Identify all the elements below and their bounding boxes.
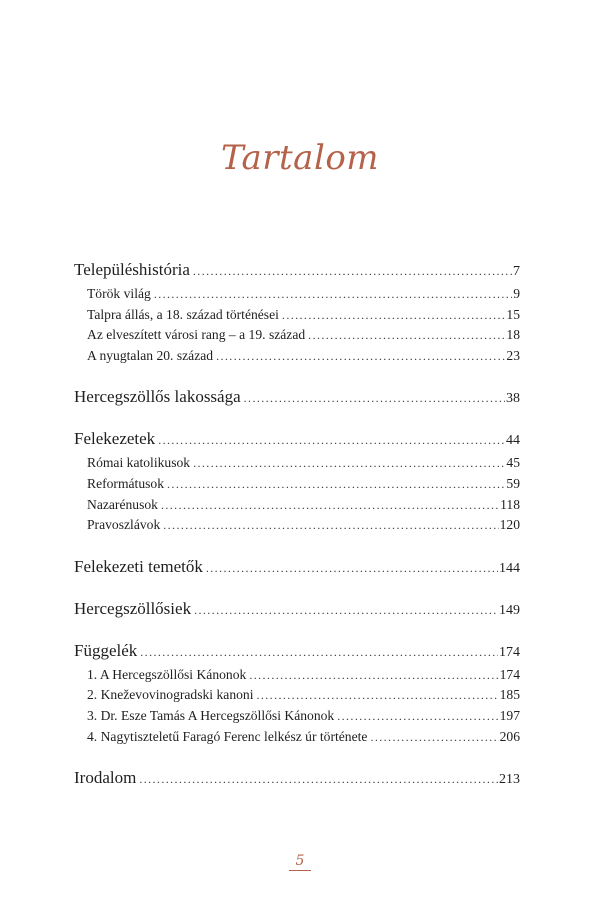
- toc-entry-page: 213: [499, 772, 520, 788]
- toc-subentry-label: Az elveszített városi rang – a 19. század: [87, 327, 306, 343]
- dot-leader: [244, 391, 505, 406]
- toc-entry[interactable]: [74, 557, 520, 583]
- toc-subentry-label: Pravoszlávok: [87, 517, 161, 533]
- dot-leader: [139, 772, 498, 787]
- toc-subentry[interactable]: [74, 687, 520, 708]
- toc-subentry-page: 9: [513, 286, 520, 301]
- toc-entry[interactable]: [74, 387, 520, 413]
- toc-subentry[interactable]: [74, 708, 520, 729]
- toc-subentry-page: 120: [499, 517, 520, 533]
- toc-subentry-label: 4. Nagytiszteletű Faragó Ferenc lelkész úr története: [87, 728, 368, 744]
- toc-subentry[interactable]: [74, 327, 520, 348]
- toc-subentry-page: 59: [506, 475, 520, 491]
- dot-leader: [158, 433, 505, 448]
- toc-subentry[interactable]: [74, 348, 520, 369]
- toc-subentry[interactable]: [74, 497, 520, 518]
- toc-entry-page: 144: [499, 560, 520, 576]
- toc-subentry[interactable]: [74, 517, 520, 538]
- toc-entry-page: 7: [513, 264, 520, 279]
- toc-entry-label: Irodalom: [74, 768, 137, 788]
- dot-leader: [216, 349, 505, 364]
- toc-entry-page: 149: [499, 602, 520, 618]
- toc-entry[interactable]: [74, 768, 520, 794]
- toc-entry-label: Hercegszöllős lakossága: [74, 387, 241, 407]
- toc-subentry-page: 23: [506, 347, 520, 363]
- toc-subentry-page: 18: [506, 327, 520, 343]
- toc-subentry-page: 15: [506, 306, 520, 322]
- section-gap: [74, 749, 520, 768]
- toc-subentry[interactable]: [74, 729, 520, 750]
- section-gap: [74, 368, 520, 387]
- dot-leader: [206, 561, 498, 576]
- toc-entry-label: Felekezetek: [74, 429, 156, 449]
- dot-leader: [256, 688, 498, 703]
- toc-subentry-label: Római katolikusok: [87, 455, 191, 471]
- table-of-contents: [74, 260, 520, 794]
- dot-leader: [154, 287, 512, 302]
- toc-subentry[interactable]: [74, 667, 520, 688]
- toc-subentry[interactable]: [74, 455, 520, 476]
- dot-leader: [370, 730, 498, 745]
- section-gap: [74, 413, 520, 429]
- toc-subentry-label: Reformátusok: [87, 475, 165, 491]
- dot-leader: [193, 456, 505, 471]
- dot-leader: [282, 308, 505, 323]
- toc-entry[interactable]: [74, 641, 520, 667]
- toc-subentry-page: 174: [499, 666, 520, 682]
- toc-subentry-label: A nyugtalan 20. század: [87, 347, 214, 363]
- dot-leader: [163, 518, 498, 533]
- toc-entry-page: 174: [499, 644, 520, 660]
- dot-leader: [308, 328, 505, 343]
- toc-entry-label: Felekezeti temetők: [74, 556, 203, 576]
- toc-subentry-label: 2. Kneževovinogradski kanoni: [87, 687, 254, 703]
- toc-subentry-page: 197: [499, 707, 520, 723]
- toc-subentry[interactable]: [74, 286, 520, 307]
- section-gap: [74, 625, 520, 641]
- toc-subentry-page: 185: [499, 687, 520, 703]
- section-gap: [74, 583, 520, 599]
- toc-entry[interactable]: [74, 260, 520, 286]
- toc-entry[interactable]: [74, 429, 520, 455]
- toc-subentry[interactable]: [74, 476, 520, 497]
- toc-entry-label: Hercegszöllősiek: [74, 598, 192, 618]
- dot-leader: [140, 645, 498, 660]
- toc-subentry[interactable]: [74, 307, 520, 328]
- toc-entry-label: Településhistória: [74, 260, 190, 279]
- toc-entry-page: 38: [506, 391, 520, 407]
- toc-entry[interactable]: [74, 599, 520, 625]
- toc-entry-label: Függelék: [74, 640, 138, 660]
- toc-subentry-page: 118: [500, 496, 520, 512]
- toc-subentry-label: Török világ: [87, 286, 151, 301]
- page-title: Tartalom: [220, 138, 380, 178]
- dot-leader: [194, 603, 498, 618]
- page-number-text: 5: [289, 853, 312, 871]
- toc-entry-page: 44: [506, 433, 520, 449]
- toc-subentry-label: 3. Dr. Esze Tamás A Hercegszöllősi Kánonok: [87, 707, 335, 723]
- page-number: [0, 852, 600, 871]
- toc-subentry-page: 206: [499, 728, 520, 744]
- toc-subentry-label: Talpra állás, a 18. század történései: [87, 306, 279, 322]
- dot-leader: [167, 477, 505, 492]
- toc-subentry-label: Nazarénusok: [87, 496, 158, 512]
- dot-leader: [193, 264, 512, 279]
- section-gap: [74, 538, 520, 557]
- dot-leader: [337, 709, 498, 724]
- dot-leader: [161, 498, 499, 513]
- toc-subentry-page: 45: [506, 455, 520, 471]
- dot-leader: [249, 668, 498, 683]
- toc-subentry-label: 1. A Hercegszöllősi Kánonok: [87, 666, 247, 682]
